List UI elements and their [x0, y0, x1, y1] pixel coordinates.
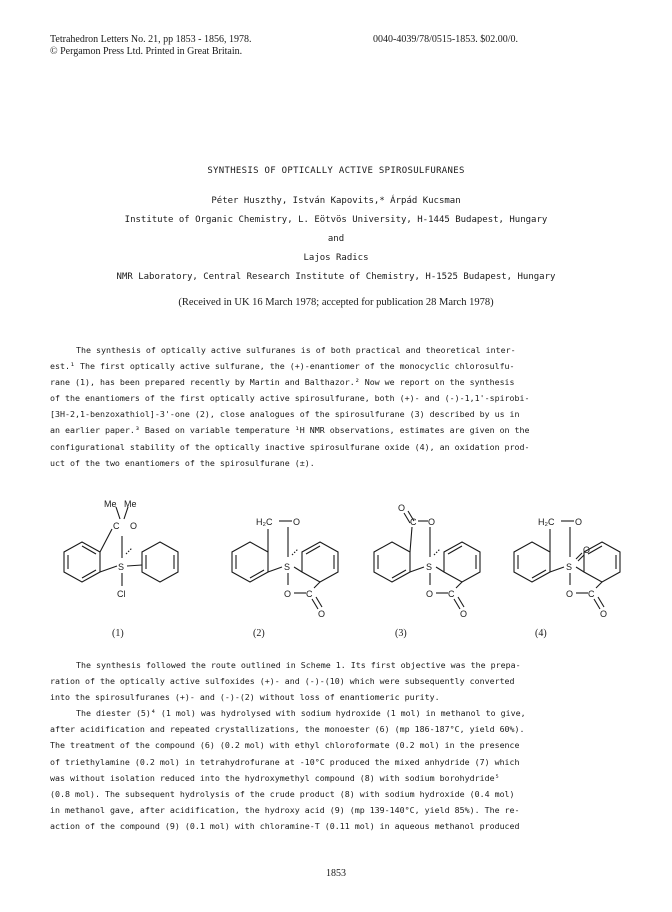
atom-label: C	[588, 589, 595, 599]
copyright-line: © Pergamon Press Ltd. Printed in Great Britain.	[50, 46, 243, 57]
atom-label: Me	[124, 499, 137, 509]
atom-label: S	[284, 562, 291, 572]
text-line: in methanol gave, after acidification, the hydroxy acid (9) (mp 139-140°C, yield 85%). The re-	[50, 804, 520, 815]
text-line: action of the compound (9) (0.1 mol) with chloramine-T (0.11 mol) in aqueous methanol produced	[50, 820, 520, 831]
journal-citation: Tetrahedron Letters No. 21, pp 1853 - 1856, 1978.	[50, 34, 252, 45]
benzene-ring-left	[514, 542, 550, 582]
atom-label: O	[318, 609, 326, 619]
text-line: est.¹ The first optically active sulfurane, the (+)-enantiomer of the monocyclic chlorosulfu-	[50, 361, 515, 372]
intro-paragraph	[50, 342, 616, 471]
atom-label: O	[583, 545, 591, 555]
benzene-ring-left	[374, 542, 410, 582]
author-list: Péter Huszthy, István Kapovits,* Árpád Kucsman	[211, 196, 461, 206]
text-line: (0.8 mol). The subsequent hydrolysis of the crude product (8) with sodium hydroxide (0.4 mol)	[50, 788, 515, 799]
atom-label: H₂C	[256, 517, 273, 527]
structure-label-2: (2)	[253, 628, 265, 639]
affiliation-2: NMR Laboratory, Central Research Institute of Chemistry, H-1525 Budapest, Hungary	[116, 272, 556, 282]
atom-label: Cl	[117, 589, 126, 599]
atom-label: S	[566, 562, 573, 572]
text-line: was without isolation reduced into the hydroxymethyl compound (8) with sodium borohydride⁵	[50, 772, 500, 783]
text-line: ration of the optically active sulfoxides (+)- and (-)-(10) which were subsequently converted	[50, 676, 515, 687]
structure-labels	[0, 628, 672, 642]
atom-label: O	[130, 521, 138, 531]
author-2: Lajos Radics	[303, 253, 369, 263]
atom-label: S	[118, 562, 125, 572]
benzene-ring-right	[444, 542, 480, 582]
atom-label: C	[448, 589, 455, 599]
chemical-structures	[40, 495, 640, 620]
structure-3	[374, 503, 480, 619]
benzene-ring-left	[232, 542, 268, 582]
text-line: into the spirosulfuranes (+)- and (-)-(2) without loss of enantiomeric purity.	[50, 692, 440, 703]
text-line: of triethylamine (0.2 mol) in tetrahydrofurane at -10°C produced the mixed anhydride (7) which	[50, 756, 520, 767]
text-line: The diester (5)⁴ (1 mol) was hydrolysed with sodium hydroxide (1 mol) in methanol to give,	[76, 708, 526, 719]
text-line: uct of the two enantiomers of the spirosulfurane (±).	[50, 457, 315, 468]
received-dates: (Received in UK 16 March 1978; accepted for publication 28 March 1978)	[178, 297, 494, 308]
benzene-ring-left	[64, 542, 100, 582]
atom-label: O	[566, 589, 574, 599]
atom-label: C	[113, 521, 120, 531]
atom-label: O	[426, 589, 434, 599]
structure-1	[64, 499, 178, 599]
text-line: configurational stability of the optically inactive spirosulfurane oxide (4), an oxidation prod-	[50, 441, 530, 452]
atom-label: C	[306, 589, 313, 599]
benzene-ring-right	[142, 542, 178, 582]
atom-label: Me	[104, 499, 117, 509]
atom-label: O	[284, 589, 292, 599]
synthesis-paragraph	[50, 657, 616, 834]
atom-label: O	[575, 517, 583, 527]
text-line: [3H-2,1-benzoxathiol]-3'-one (2), close analogues of the spirosulfurane (3) described by us in	[50, 409, 520, 420]
text-line: of the enantiomers of the first optically active spirosulfurane, both (+)- and (-)-1,1'-spirobi-	[50, 393, 530, 404]
text-line: after acidification and repeated crystallizations, the monoester (6) (mp 186-187°C, yield 60%).	[50, 724, 525, 735]
structure-label-3: (3)	[395, 628, 407, 639]
atom-label: O	[398, 503, 406, 513]
journal-header	[50, 34, 610, 58]
page-number: 1853	[326, 868, 346, 879]
benzene-ring-right	[302, 542, 338, 582]
atom-label: O	[428, 517, 436, 527]
and-separator: and	[327, 234, 345, 244]
text-line: The synthesis of optically active sulfuranes is of both practical and theoretical inter-	[76, 345, 516, 355]
text-line: The treatment of the compound (6) (0.2 mol) with ethyl chloroformate (0.2 mol) in the presence	[50, 740, 520, 751]
article-code: 0040-4039/78/0515-1853. $02.00/0.	[373, 34, 518, 45]
structure-label-1: (1)	[112, 628, 124, 639]
text-line: The synthesis followed the route outlined in Scheme 1. Its first objective was the prepa-	[76, 660, 521, 670]
text-line: an earlier paper.³ Based on variable temperature ¹H NMR observations, estimates are given on the	[50, 425, 530, 436]
article-title: SYNTHESIS OF OPTICALLY ACTIVE SPIROSULFURANES	[207, 166, 465, 176]
affiliation-1: Institute of Organic Chemistry, L. Eötvös University, H-1445 Budapest, Hungary	[124, 215, 548, 225]
structure-2	[232, 517, 338, 619]
atom-label: C	[410, 517, 417, 527]
structure-4	[514, 517, 620, 619]
atom-label: O	[600, 609, 608, 619]
atom-label: O	[460, 609, 468, 619]
atom-label: S	[426, 562, 433, 572]
structure-label-4: (4)	[535, 628, 547, 639]
text-line: rane (1), has been prepared recently by Martin and Balthazor.² Now we report on the synthesis	[50, 377, 515, 388]
atom-label: O	[293, 517, 301, 527]
atom-label: H₂C	[538, 517, 555, 527]
